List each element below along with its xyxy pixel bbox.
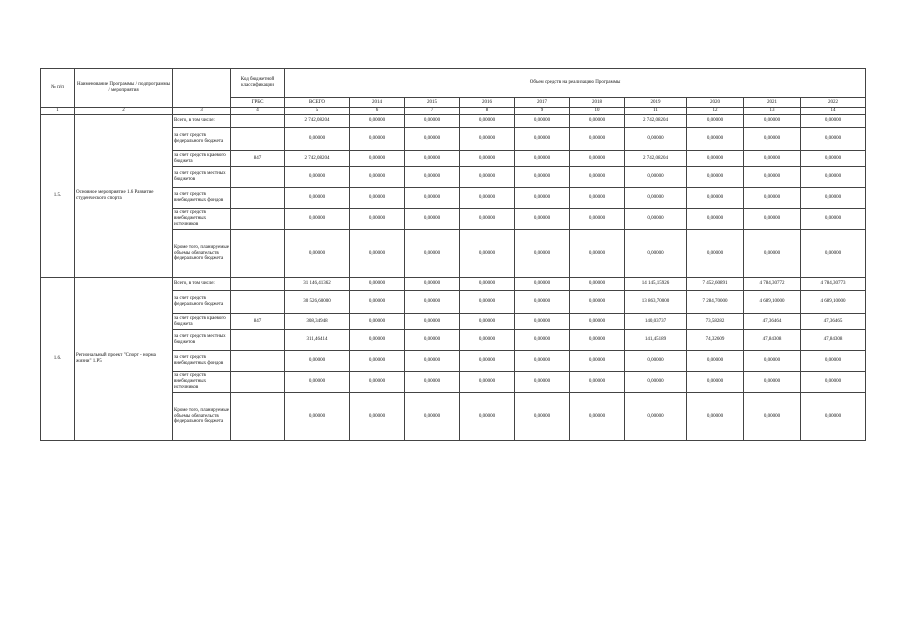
value-cell: 0,00000 <box>515 167 570 188</box>
header-colnum: 4 <box>231 108 285 115</box>
value-cell: 47,36465 <box>801 314 866 330</box>
value-cell: 0,00000 <box>570 330 625 351</box>
value-cell: 0,00000 <box>625 230 687 278</box>
row-label: за счет средств федерального бюджета <box>173 291 231 314</box>
value-cell: 0,00000 <box>744 128 801 151</box>
value-cell: 0,00000 <box>405 291 460 314</box>
row-grbs <box>231 330 285 351</box>
value-cell: 0,00000 <box>801 372 866 393</box>
value-cell: 0,00000 <box>460 314 515 330</box>
header-num: № п/п <box>41 69 75 108</box>
row-grbs: 847 <box>231 314 285 330</box>
header-colnum: 13 <box>744 108 801 115</box>
value-cell: 0,00000 <box>801 351 866 372</box>
value-cell: 0,00000 <box>285 188 350 209</box>
value-cell: 30 526,60000 <box>285 291 350 314</box>
row-label: за счет средств внебюджетных источников <box>173 372 231 393</box>
value-cell: 0,00000 <box>570 278 625 291</box>
value-cell: 31 146,41362 <box>285 278 350 291</box>
header-year: 2021 <box>744 98 801 108</box>
value-cell: 0,00000 <box>744 393 801 441</box>
value-cell: 2 742,08204 <box>285 115 350 128</box>
value-cell: 0,00000 <box>687 372 744 393</box>
header-sub <box>173 69 231 108</box>
value-cell: 73,58282 <box>687 314 744 330</box>
value-cell: 0,00000 <box>405 314 460 330</box>
row-grbs <box>231 351 285 372</box>
value-cell: 0,00000 <box>570 151 625 167</box>
value-cell: 0,00000 <box>570 351 625 372</box>
row-label: за счет средств внебюджетных источников <box>173 209 231 230</box>
row-grbs <box>231 188 285 209</box>
value-cell: 0,00000 <box>405 351 460 372</box>
header-colnum: 5 <box>285 108 350 115</box>
value-cell: 0,00000 <box>405 372 460 393</box>
value-cell: 0,00000 <box>570 314 625 330</box>
value-cell: 0,00000 <box>350 230 405 278</box>
value-cell: 2 742,08204 <box>285 151 350 167</box>
value-cell: 7 284,70000 <box>687 291 744 314</box>
value-cell: 0,00000 <box>687 167 744 188</box>
value-cell: 0,00000 <box>744 167 801 188</box>
row-grbs <box>231 115 285 128</box>
value-cell: 74,32609 <box>687 330 744 351</box>
section-name: Основное мероприятие 1.6 Развитие студенческого спорта <box>75 115 173 278</box>
value-cell: 0,00000 <box>460 278 515 291</box>
value-cell: 0,00000 <box>801 230 866 278</box>
value-cell: 0,00000 <box>801 167 866 188</box>
value-cell: 140,03737 <box>625 314 687 330</box>
value-cell: 0,00000 <box>515 314 570 330</box>
value-cell: 47,84308 <box>744 330 801 351</box>
row-grbs <box>231 291 285 314</box>
value-cell: 0,00000 <box>515 230 570 278</box>
row-grbs <box>231 167 285 188</box>
value-cell: 0,00000 <box>625 372 687 393</box>
value-cell: 0,00000 <box>687 393 744 441</box>
value-cell: 0,00000 <box>515 351 570 372</box>
value-cell: 0,00000 <box>687 188 744 209</box>
value-cell: 0,00000 <box>350 115 405 128</box>
row-label: за счет средств внебюджетных фондов <box>173 188 231 209</box>
value-cell: 0,00000 <box>744 351 801 372</box>
value-cell: 0,00000 <box>460 209 515 230</box>
value-cell: 4 689,10000 <box>744 291 801 314</box>
value-cell: 0,00000 <box>570 393 625 441</box>
value-cell: 7 452,60891 <box>687 278 744 291</box>
value-cell: 0,00000 <box>405 151 460 167</box>
row-grbs: 847 <box>231 151 285 167</box>
value-cell: 308,34948 <box>285 314 350 330</box>
value-cell: 0,00000 <box>801 209 866 230</box>
header-year: 2016 <box>460 98 515 108</box>
value-cell: 0,00000 <box>515 372 570 393</box>
value-cell: 0,00000 <box>460 188 515 209</box>
value-cell: 4 784,30772 <box>744 278 801 291</box>
row-label: за счет средств краевого бюджета <box>173 314 231 330</box>
value-cell: 0,00000 <box>515 128 570 151</box>
header-colnum: 14 <box>801 108 866 115</box>
value-cell: 0,00000 <box>801 128 866 151</box>
row-label: за счет средств краевого бюджета <box>173 151 231 167</box>
table-row <box>41 278 866 291</box>
value-cell: 0,00000 <box>744 209 801 230</box>
value-cell: 0,00000 <box>570 128 625 151</box>
value-cell: 0,00000 <box>460 330 515 351</box>
row-label: Кроме того, планируемые объемы обязательств федерального бюджета <box>173 393 231 441</box>
value-cell: 0,00000 <box>625 128 687 151</box>
value-cell: 14 145,15926 <box>625 278 687 291</box>
value-cell: 0,00000 <box>515 151 570 167</box>
header-colnum: 9 <box>515 108 570 115</box>
value-cell: 0,00000 <box>350 128 405 151</box>
section-name: Региональный проект "Спорт - норма жизни" 1.Р5 <box>75 278 173 441</box>
header-colnum: 7 <box>405 108 460 115</box>
value-cell: 141,45189 <box>625 330 687 351</box>
value-cell: 4 689,10000 <box>801 291 866 314</box>
header-colnum: 10 <box>570 108 625 115</box>
value-cell: 0,00000 <box>285 393 350 441</box>
value-cell: 0,00000 <box>285 372 350 393</box>
row-grbs <box>231 230 285 278</box>
row-label: Всего, в том числе: <box>173 278 231 291</box>
header-code: Код бюджетной классификации <box>231 69 285 98</box>
value-cell: 0,00000 <box>570 372 625 393</box>
value-cell: 0,00000 <box>350 330 405 351</box>
value-cell: 0,00000 <box>515 330 570 351</box>
header-year: 2022 <box>801 98 866 108</box>
value-cell: 0,00000 <box>285 351 350 372</box>
value-cell: 0,00000 <box>744 372 801 393</box>
value-cell: 0,00000 <box>460 230 515 278</box>
value-cell: 0,00000 <box>570 167 625 188</box>
row-label: за счет средств федерального бюджета <box>173 128 231 151</box>
value-cell: 0,00000 <box>405 230 460 278</box>
value-cell: 0,00000 <box>801 115 866 128</box>
value-cell: 0,00000 <box>515 278 570 291</box>
value-cell: 0,00000 <box>285 230 350 278</box>
header-year: ВСЕГО <box>285 98 350 108</box>
value-cell: 0,00000 <box>744 188 801 209</box>
row-grbs <box>231 372 285 393</box>
value-cell: 0,00000 <box>744 230 801 278</box>
value-cell: 0,00000 <box>625 393 687 441</box>
header-colnum: 2 <box>75 108 173 115</box>
header-colnum: 3 <box>173 108 231 115</box>
value-cell: 0,00000 <box>350 188 405 209</box>
header-colnum: 12 <box>687 108 744 115</box>
value-cell: 0,00000 <box>515 188 570 209</box>
header-year: 2017 <box>515 98 570 108</box>
value-cell: 0,00000 <box>350 291 405 314</box>
value-cell: 0,00000 <box>350 209 405 230</box>
value-cell: 0,00000 <box>285 209 350 230</box>
value-cell: 0,00000 <box>460 128 515 151</box>
value-cell: 0,00000 <box>570 291 625 314</box>
value-cell: 13 863,70000 <box>625 291 687 314</box>
value-cell: 0,00000 <box>625 209 687 230</box>
header-name: Наименование Программы / подпрограммы / мероприятия <box>75 69 173 108</box>
value-cell: 0,00000 <box>460 351 515 372</box>
row-grbs <box>231 209 285 230</box>
header-colnum: 11 <box>625 108 687 115</box>
value-cell: 0,00000 <box>350 278 405 291</box>
value-cell: 2 742,08204 <box>625 151 687 167</box>
row-label: за счет средств местных бюджетов <box>173 330 231 351</box>
value-cell: 0,00000 <box>687 230 744 278</box>
value-cell: 0,00000 <box>460 291 515 314</box>
value-cell: 0,00000 <box>625 351 687 372</box>
header-year: 2018 <box>570 98 625 108</box>
value-cell: 0,00000 <box>350 151 405 167</box>
value-cell: 0,00000 <box>350 314 405 330</box>
header-year: 2020 <box>687 98 744 108</box>
section-num: 1.6. <box>41 278 75 441</box>
row-label: Всего, в том числе: <box>173 115 231 128</box>
value-cell: 0,00000 <box>405 128 460 151</box>
section-num: 1.5. <box>41 115 75 278</box>
value-cell: 0,00000 <box>687 115 744 128</box>
value-cell: 0,00000 <box>405 115 460 128</box>
value-cell: 0,00000 <box>570 209 625 230</box>
value-cell: 0,00000 <box>625 167 687 188</box>
value-cell: 311,46414 <box>285 330 350 351</box>
value-cell: 0,00000 <box>285 167 350 188</box>
value-cell: 2 742,08204 <box>625 115 687 128</box>
value-cell: 0,00000 <box>801 151 866 167</box>
value-cell: 0,00000 <box>801 393 866 441</box>
value-cell: 0,00000 <box>285 128 350 151</box>
header-grbs: ГРБС <box>231 98 285 108</box>
value-cell: 0,00000 <box>350 351 405 372</box>
value-cell: 0,00000 <box>687 209 744 230</box>
table-row <box>41 115 866 128</box>
value-cell: 0,00000 <box>801 188 866 209</box>
value-cell: 0,00000 <box>405 278 460 291</box>
row-label: за счет средств внебюджетных фондов <box>173 351 231 372</box>
value-cell: 0,00000 <box>405 209 460 230</box>
value-cell: 0,00000 <box>460 115 515 128</box>
row-label: за счет средств местных бюджетов <box>173 167 231 188</box>
value-cell: 0,00000 <box>570 230 625 278</box>
value-cell: 0,00000 <box>625 188 687 209</box>
value-cell: 0,00000 <box>405 167 460 188</box>
value-cell: 0,00000 <box>515 291 570 314</box>
row-grbs <box>231 393 285 441</box>
value-cell: 0,00000 <box>515 393 570 441</box>
value-cell: 0,00000 <box>460 372 515 393</box>
value-cell: 0,00000 <box>460 151 515 167</box>
value-cell: 0,00000 <box>350 167 405 188</box>
value-cell: 0,00000 <box>744 115 801 128</box>
row-label: Кроме того, планируемые объемы обязательств федерального бюджета <box>173 230 231 278</box>
value-cell: 4 784,30773 <box>801 278 866 291</box>
header-colnum: 6 <box>350 108 405 115</box>
value-cell: 0,00000 <box>570 188 625 209</box>
header-colnum: 8 <box>460 108 515 115</box>
value-cell: 0,00000 <box>405 188 460 209</box>
value-cell: 0,00000 <box>350 372 405 393</box>
value-cell: 0,00000 <box>570 115 625 128</box>
row-grbs <box>231 278 285 291</box>
header-volume: Объем средств на реализацию Программы <box>285 69 866 98</box>
value-cell: 0,00000 <box>687 151 744 167</box>
row-grbs <box>231 128 285 151</box>
header-year: 2019 <box>625 98 687 108</box>
value-cell: 0,00000 <box>687 351 744 372</box>
value-cell: 0,00000 <box>405 393 460 441</box>
value-cell: 0,00000 <box>515 115 570 128</box>
program-funding-table <box>40 68 866 441</box>
value-cell: 0,00000 <box>350 393 405 441</box>
header-colnum: 1 <box>41 108 75 115</box>
header-year: 2014 <box>350 98 405 108</box>
value-cell: 0,00000 <box>460 167 515 188</box>
value-cell: 47,36464 <box>744 314 801 330</box>
value-cell: 47,84308 <box>801 330 866 351</box>
value-cell: 0,00000 <box>515 209 570 230</box>
value-cell: 0,00000 <box>460 393 515 441</box>
value-cell: 0,00000 <box>744 151 801 167</box>
header-year: 2015 <box>405 98 460 108</box>
value-cell: 0,00000 <box>687 128 744 151</box>
value-cell: 0,00000 <box>405 330 460 351</box>
